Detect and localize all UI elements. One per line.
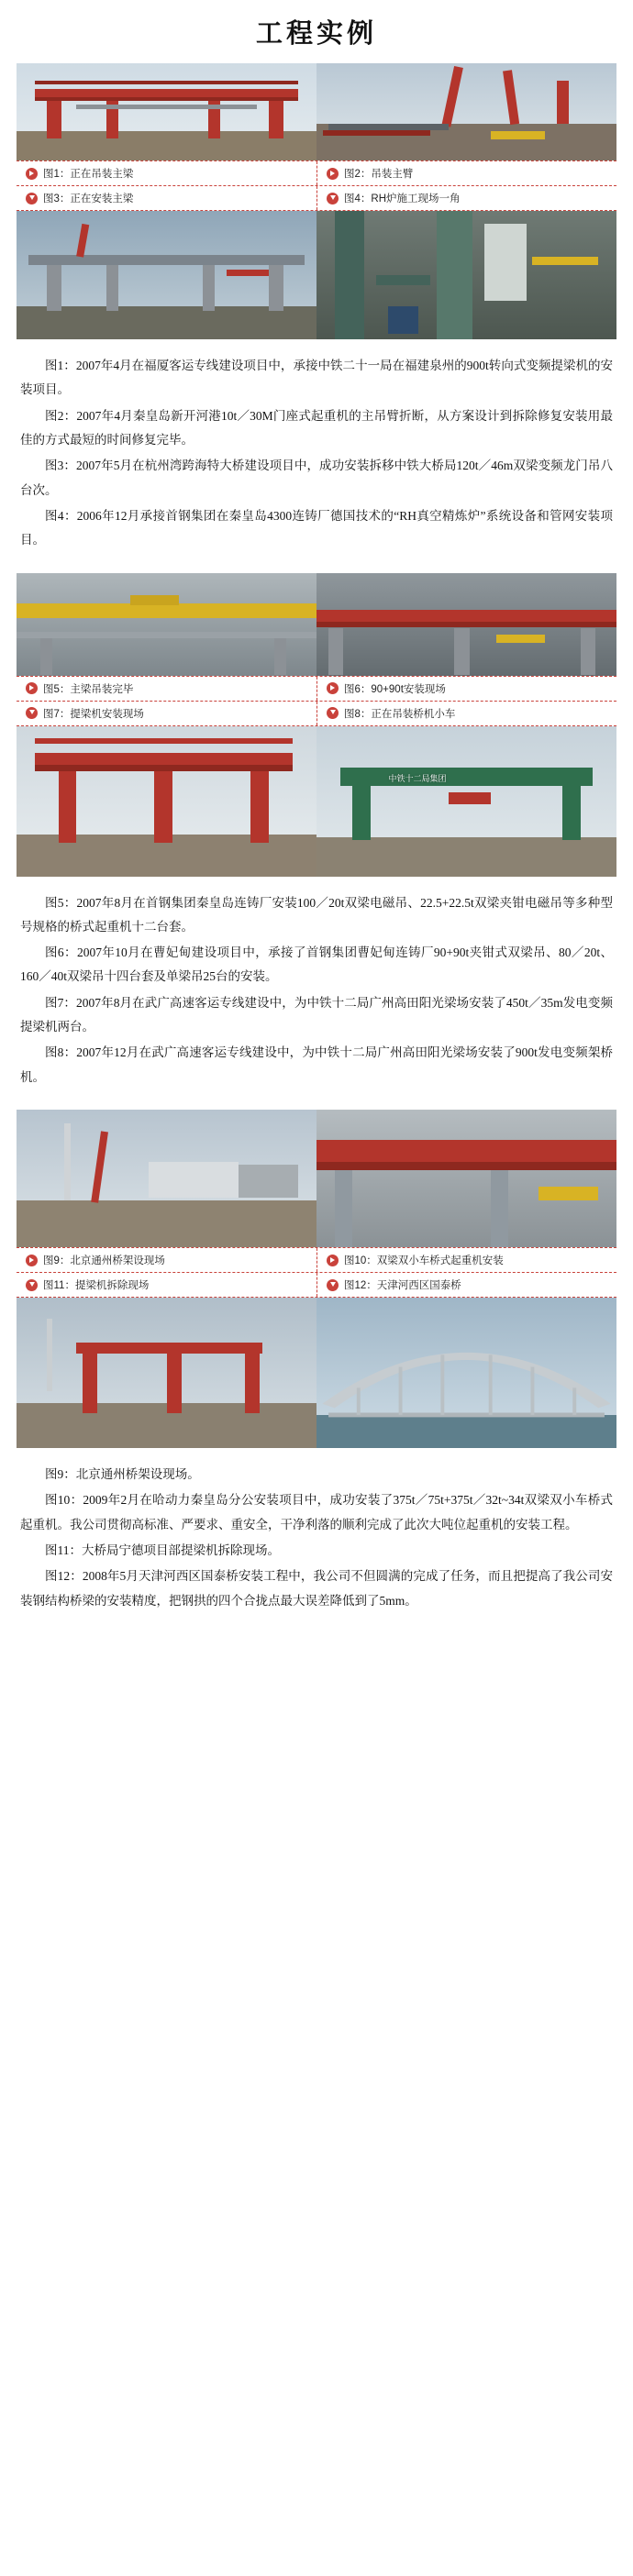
caption-label: 图8：正在吊装桥机小车: [344, 708, 456, 720]
photo-installing-main-girder: [17, 211, 316, 339]
photo-tianjin-guotai-bridge: [316, 1298, 616, 1448]
photo-90-90t-site: [316, 573, 616, 676]
gallery-1: [0, 63, 633, 339]
caption-7: [17, 702, 316, 725]
caption-label: 图1：正在吊装主梁: [43, 169, 134, 180]
paragraph: 图5：2007年8月在首钢集团秦皇岛连铸厂安装100／20t双梁电磁吊、22.5+22.5t双梁夹钳电磁吊等多种型号规格的桥式起重机十二台套。: [20, 895, 613, 934]
caption-label: 图3：正在安装主梁: [43, 193, 134, 205]
text-block-2: [0, 877, 633, 1101]
photo-cell-2: [316, 63, 616, 160]
photo-cell-9: [17, 1110, 316, 1247]
caption-row-3: [17, 676, 616, 702]
photo-tongzhou-bridge-erection: [17, 1110, 316, 1247]
paragraph: 图3：2007年5月在杭州湾跨海特大桥建设项目中，成功安装拆移中铁大桥局120t／46m双梁变频龙门吊八台次。: [20, 459, 613, 497]
page-title: 工程实例: [255, 19, 377, 49]
triangle-right-icon: [327, 682, 339, 694]
paragraph: 图8：2007年12月在武广高速客运专线建设中，为中铁十二局广州高田阳光梁场安装了900t发电变频架桥机。: [20, 1045, 613, 1084]
photo-cell-8: [316, 726, 616, 877]
caption-2: [316, 161, 616, 185]
caption-row-4: [17, 702, 616, 726]
triangle-down-icon: [26, 1279, 38, 1291]
caption-8: [316, 702, 616, 725]
caption-label: 图5：主梁吊装完毕: [43, 683, 134, 695]
caption-row-2: [17, 186, 616, 211]
paragraph: 图11：大桥局宁德项目部提梁机拆除现场。: [45, 1542, 280, 1557]
photo-cell-7: [17, 726, 316, 877]
caption-label: 图10：双梁双小车桥式起重机安装: [344, 1255, 504, 1266]
photo-cell-1: [17, 63, 316, 160]
photo-cell-10: [316, 1110, 616, 1247]
triangle-down-icon: [327, 193, 339, 205]
text-block-1: [0, 339, 633, 564]
triangle-down-icon: [26, 707, 38, 719]
caption-5: [17, 677, 316, 701]
caption-row-6: [17, 1273, 616, 1298]
photo-main-girder-done: [17, 573, 316, 676]
caption-label: 图2：吊装主臂: [344, 169, 414, 180]
paragraph: 图2：2007年4月秦皇岛新开河港10t／30M门座式起重机的主吊臂折断，从方案设计到拆除修复安装用最佳的方式最短的时间修复完毕。: [20, 408, 613, 447]
triangle-down-icon: [26, 193, 38, 205]
photo-cell-12: [316, 1298, 616, 1448]
caption-label: 图4：RH炉施工现场一角: [344, 193, 461, 205]
triangle-right-icon: [26, 682, 38, 694]
caption-12: [316, 1273, 616, 1297]
paragraph: 图10：2009年2月在哈动力秦皇岛分公安装项目中，成功安装了375t／75t+375t／32t~34t双梁双小车桥式起重机。我公司贯彻高标准、严要求、重安全，干净利落的顺利完成了此次大吨位起重机的安装工程。: [20, 1493, 613, 1531]
photo-cell-4: [316, 211, 616, 339]
text-block-3: [0, 1448, 633, 1624]
photo-girder-lifter-dismantle: [17, 1298, 316, 1448]
caption-label: 图9：北京通州桥架设现场: [43, 1255, 165, 1266]
paragraph: 图12：2008年5月天津河西区国泰桥安装工程中，我公司不但圆满的完成了任务，而且把提高了我公司安装钢结构桥梁的安装精度，把钢拱的四个合拢点最大误差降低到了5mm。: [20, 1569, 613, 1608]
triangle-right-icon: [26, 168, 38, 180]
photo-cell-11: [17, 1298, 316, 1448]
caption-4: [316, 186, 616, 210]
triangle-right-icon: [327, 1255, 339, 1266]
photo-double-girder-double-trolley-crane: [316, 1110, 616, 1247]
caption-3: [17, 186, 316, 210]
caption-10: [316, 1248, 616, 1272]
caption-6: [316, 677, 616, 701]
gallery-3: [0, 1110, 633, 1448]
caption-row-5: [17, 1247, 616, 1273]
photo-bridge-crane-trolley: 中铁十二局集团: [316, 726, 616, 877]
photo-girder-lifter-site: [17, 726, 316, 877]
caption-label: 图6：90+90t安装现场: [344, 683, 446, 695]
triangle-right-icon: [327, 168, 339, 180]
photo-cell-3: [17, 211, 316, 339]
paragraph: 图7：2007年8月在武广高速客运专线建设中，为中铁十二局广州高田阳光梁场安装了450t／35m发电变频提梁机两台。: [20, 995, 613, 1034]
triangle-down-icon: [327, 1279, 339, 1291]
photo-hoisting-main-boom: [316, 63, 616, 160]
caption-label: 图7：提梁机安装现场: [43, 708, 144, 720]
caption-label: 图12：天津河西区国泰桥: [344, 1280, 461, 1291]
triangle-right-icon: [26, 1255, 38, 1266]
paragraph: 图6：2007年10月在曹妃甸建设项目中，承接了首钢集团曹妃甸连铸厂90+90t夹钳式双梁吊、80／20t、160／40t双梁吊十四台套及单梁吊25台的安装。: [20, 945, 613, 984]
caption-1: [17, 161, 316, 185]
photo-cell-6: [316, 573, 616, 676]
caption-label: 图11：提梁机拆除现场: [43, 1280, 150, 1291]
caption-11: [17, 1273, 316, 1297]
triangle-down-icon: [327, 707, 339, 719]
photo-rh-furnace-site: [316, 211, 616, 339]
caption-9: [17, 1248, 316, 1272]
paragraph: 图4：2006年12月承接首钢集团在秦皇岛4300连铸厂德国技术的“RH真空精炼炉”系统设备和管网安装项目。: [20, 508, 613, 547]
gallery-2: [0, 573, 633, 877]
paragraph: 图1：2007年4月在福厦客运专线建设项目中，承接中铁二十一局在福建泉州的900t转向式变频提梁机的安装项目。: [20, 359, 613, 397]
photo-cell-5: [17, 573, 316, 676]
paragraph: 图9：北京通州桥架设现场。: [45, 1467, 200, 1481]
caption-row-1: [17, 160, 616, 186]
photo-hoisting-main-girder: [17, 63, 316, 160]
